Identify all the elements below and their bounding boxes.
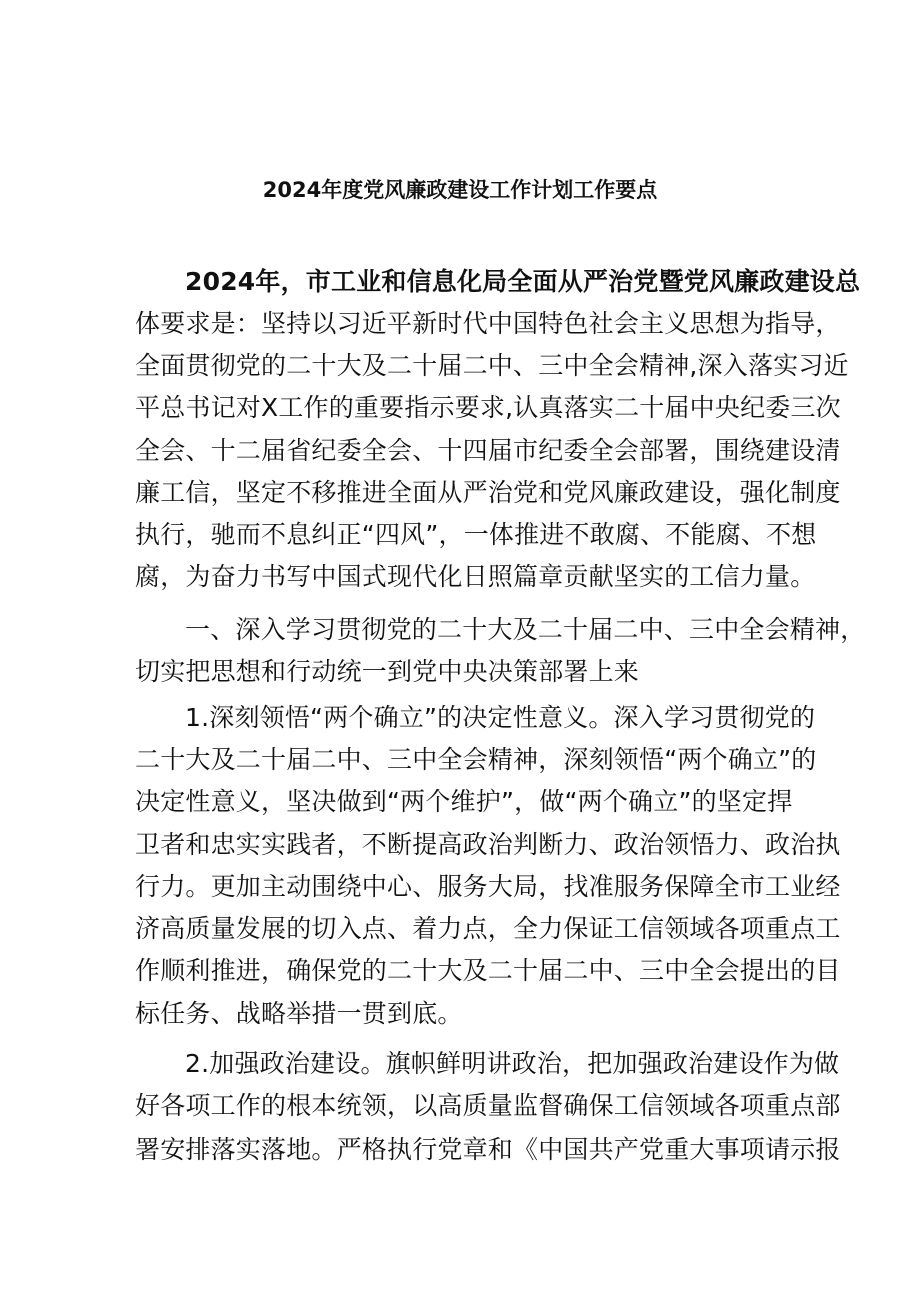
item1-line-1: 1.深刻领悟“两个确立”的决定性意义。深入学习贯彻党的: [185, 703, 816, 732]
item1-line-4: 卫者和忠实实践者，不断提高政治判断力、政治领悟力、政治执: [135, 830, 841, 859]
item1-line-5: 行力。更加主动围绕中心、服务大局，找准服务保障全市工业经: [135, 872, 841, 901]
item1-line-7: 作顺利推进，确保党的二十大及二十届二中、三中全会提出的目: [135, 956, 841, 985]
intro-line-8: 腐，为奋力书写中国式现代化日照篇章贡献坚实的工信力量。: [135, 562, 816, 591]
item1-line-2: 二十大及二十届二中、三中全会精神，深刻领悟“两个确立”的: [135, 745, 817, 774]
item1-line-8: 标任务、战略举措一贯到底。: [135, 999, 463, 1028]
section1-line-2: 切实把思想和行动统一到党中央决策部署上来: [135, 657, 640, 686]
item2-line-2: 好各项工作的根本统领，以高质量监督确保工信领域各项重点部: [135, 1091, 841, 1120]
document-title: 2024年度党风廉政建设工作计划工作要点: [262, 178, 658, 202]
item1-line-6: 济高质量发展的切入点、着力点，全力保证工信领域各项重点工: [135, 914, 841, 943]
item2-line-1: 2.加强政治建设。旗帜鲜明讲政治，把加强政治建设作为做: [185, 1049, 840, 1078]
intro-line-7: 执行，驰而不息纠正“四风”，一体推进不敢腐、不能腐、不想: [135, 520, 817, 549]
intro-line-1: 2024年，市工业和信息化局全面从严治党暨党风廉政建设总: [185, 267, 861, 296]
item1-line-3: 决定性意义，坚决做到“两个维护”，做“两个确立”的坚定捍: [135, 787, 793, 816]
intro-line-6: 廉工信，坚定不移推进全面从严治党和党风廉政建设，强化制度: [135, 478, 841, 507]
intro-line-5: 全会、十二届省纪委全会、十四届市纪委全会部署，围绕建设清: [135, 436, 841, 465]
intro-line-4: 平总书记对X工作的重要指示要求,认真落实二十届中央纪委三次: [135, 393, 841, 422]
intro-line-2: 体要求是：坚持以习近平新时代中国特色社会主义思想为指导，: [135, 309, 841, 338]
item2-line-3: 署安排落实落地。严格执行党章和《中国共产党重大事项请示报: [135, 1135, 841, 1164]
intro-line-3: 全面贯彻党的二十大及二十届二中、三中全会精神,深入落实习近: [135, 351, 849, 380]
section1-line-1: 一、深入学习贯彻党的二十大及二十届二中、三中全会精神，: [185, 615, 866, 644]
